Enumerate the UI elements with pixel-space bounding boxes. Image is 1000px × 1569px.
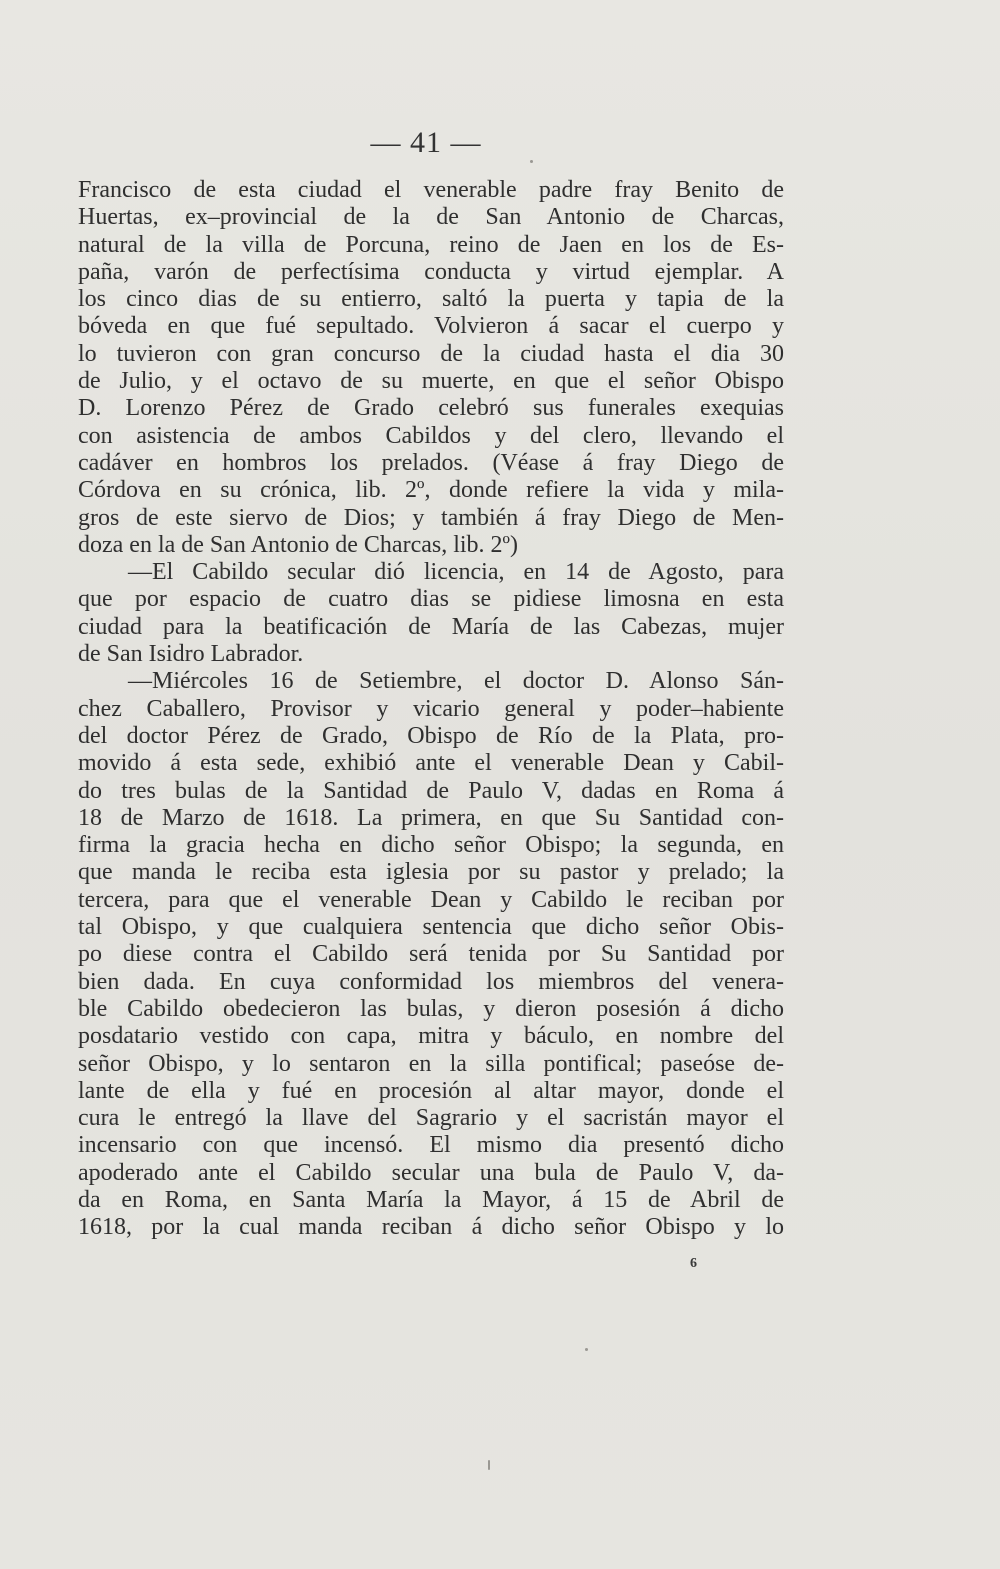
- text-line: gros de este siervo de Dios; y también á fray Diego de Men-: [78, 504, 784, 531]
- text-line: señor Obispo, y lo sentaron en la silla pontifical; paseóse de-: [78, 1050, 784, 1077]
- text-line: del doctor Pérez de Grado, Obispo de Río de la Plata, pro-: [78, 722, 784, 749]
- text-line: de San Isidro Labrador.: [78, 641, 304, 668]
- text-line: bóveda en que fué sepultado. Volvieron á sacar el cuerpo y: [78, 313, 784, 340]
- text-line: de Julio, y el octavo de su muerte, en que el señor Obispo: [78, 368, 784, 395]
- text-line: po diese contra el Cabildo será tenida por Su Santidad por: [78, 941, 784, 968]
- text-line: ciudad para la beatificación de María de las Cabezas, mujer: [78, 613, 784, 640]
- paper-speck: [488, 1460, 490, 1470]
- text-line: 18 de Marzo de 1618. La primera, en que Su Santidad con-: [78, 804, 784, 831]
- text-line: da en Roma, en Santa María la Mayor, á 15 de Abril de: [78, 1186, 784, 1213]
- text-line: bien dada. En cuya conformidad los miembros del venera-: [78, 968, 784, 995]
- text-line: los cinco dias de su entierro, saltó la puerta y tapia de la: [78, 286, 784, 313]
- text-line: ble Cabildo obedecieron las bulas, y dieron posesión á dicho: [78, 995, 784, 1022]
- text-line: con asistencia de ambos Cabildos y del clero, llevando el: [78, 422, 784, 449]
- text-line: posdatario vestido con capa, mitra y báculo, en nombre del: [78, 1023, 784, 1050]
- text-line: —El Cabildo secular dió licencia, en 14 de Agosto, para: [128, 559, 784, 586]
- text-line: natural de la villa de Porcuna, reino de Jaen en los de Es-: [78, 231, 784, 258]
- paper-speck: [530, 160, 533, 163]
- signature-mark: 6: [690, 1256, 697, 1271]
- text-line: cadáver en hombros los prelados. (Véase á fray Diego de: [78, 449, 784, 476]
- text-line: D. Lorenzo Pérez de Grado celebró sus funerales exequias: [78, 395, 784, 422]
- text-line: 1618, por la cual manda reciban á dicho señor Obispo y lo: [78, 1214, 784, 1241]
- text-line: —Miércoles 16 de Setiembre, el doctor D. Alonso Sán-: [128, 668, 784, 695]
- text-line: firma la gracia hecha en dicho señor Obispo; la segunda, en: [78, 832, 784, 859]
- body-text: [78, 177, 784, 1242]
- text-line: movido á esta sede, exhibió ante el venerable Dean y Cabil-: [78, 750, 784, 777]
- text-line: do tres bulas de la Santidad de Paulo V, dadas en Roma á: [78, 777, 784, 804]
- text-line: Francisco de esta ciudad el venerable padre fray Benito de: [78, 177, 784, 203]
- page-number: — 41 —: [370, 126, 482, 159]
- text-line: cura le entregó la llave del Sagrario y el sacristán mayor el: [78, 1105, 784, 1132]
- text-line: Córdova en su crónica, lib. 2º, donde refiere la vida y mila-: [78, 477, 784, 504]
- text-line: que por espacio de cuatro dias se pidiese limosna en esta: [78, 586, 784, 613]
- text-line: tal Obispo, y que cualquiera sentencia que dicho señor Obis-: [78, 914, 784, 941]
- text-line: paña, varón de perfectísima conducta y virtud ejemplar. A: [78, 258, 784, 285]
- text-line: incensario con que incensó. El mismo dia presentó dicho: [78, 1132, 784, 1159]
- text-line: doza en la de San Antonio de Charcas, lib. 2º): [78, 531, 518, 558]
- text-line: lante de ella y fué en procesión al altar mayor, donde el: [78, 1077, 784, 1104]
- text-line: lo tuvieron con gran concurso de la ciudad hasta el dia 30: [78, 340, 784, 367]
- text-line: apoderado ante el Cabildo secular una bula de Paulo V, da-: [78, 1159, 784, 1186]
- text-line: tercera, para que el venerable Dean y Cabildo le reciban por: [78, 886, 784, 913]
- paper-speck: [585, 1348, 588, 1351]
- text-line: que manda le reciba esta iglesia por su pastor y prelado; la: [78, 859, 784, 886]
- text-line: Huertas, ex–provincial de la de San Antonio de Charcas,: [78, 204, 784, 231]
- text-line: chez Caballero, Provisor y vicario general y poder–habiente: [78, 695, 784, 722]
